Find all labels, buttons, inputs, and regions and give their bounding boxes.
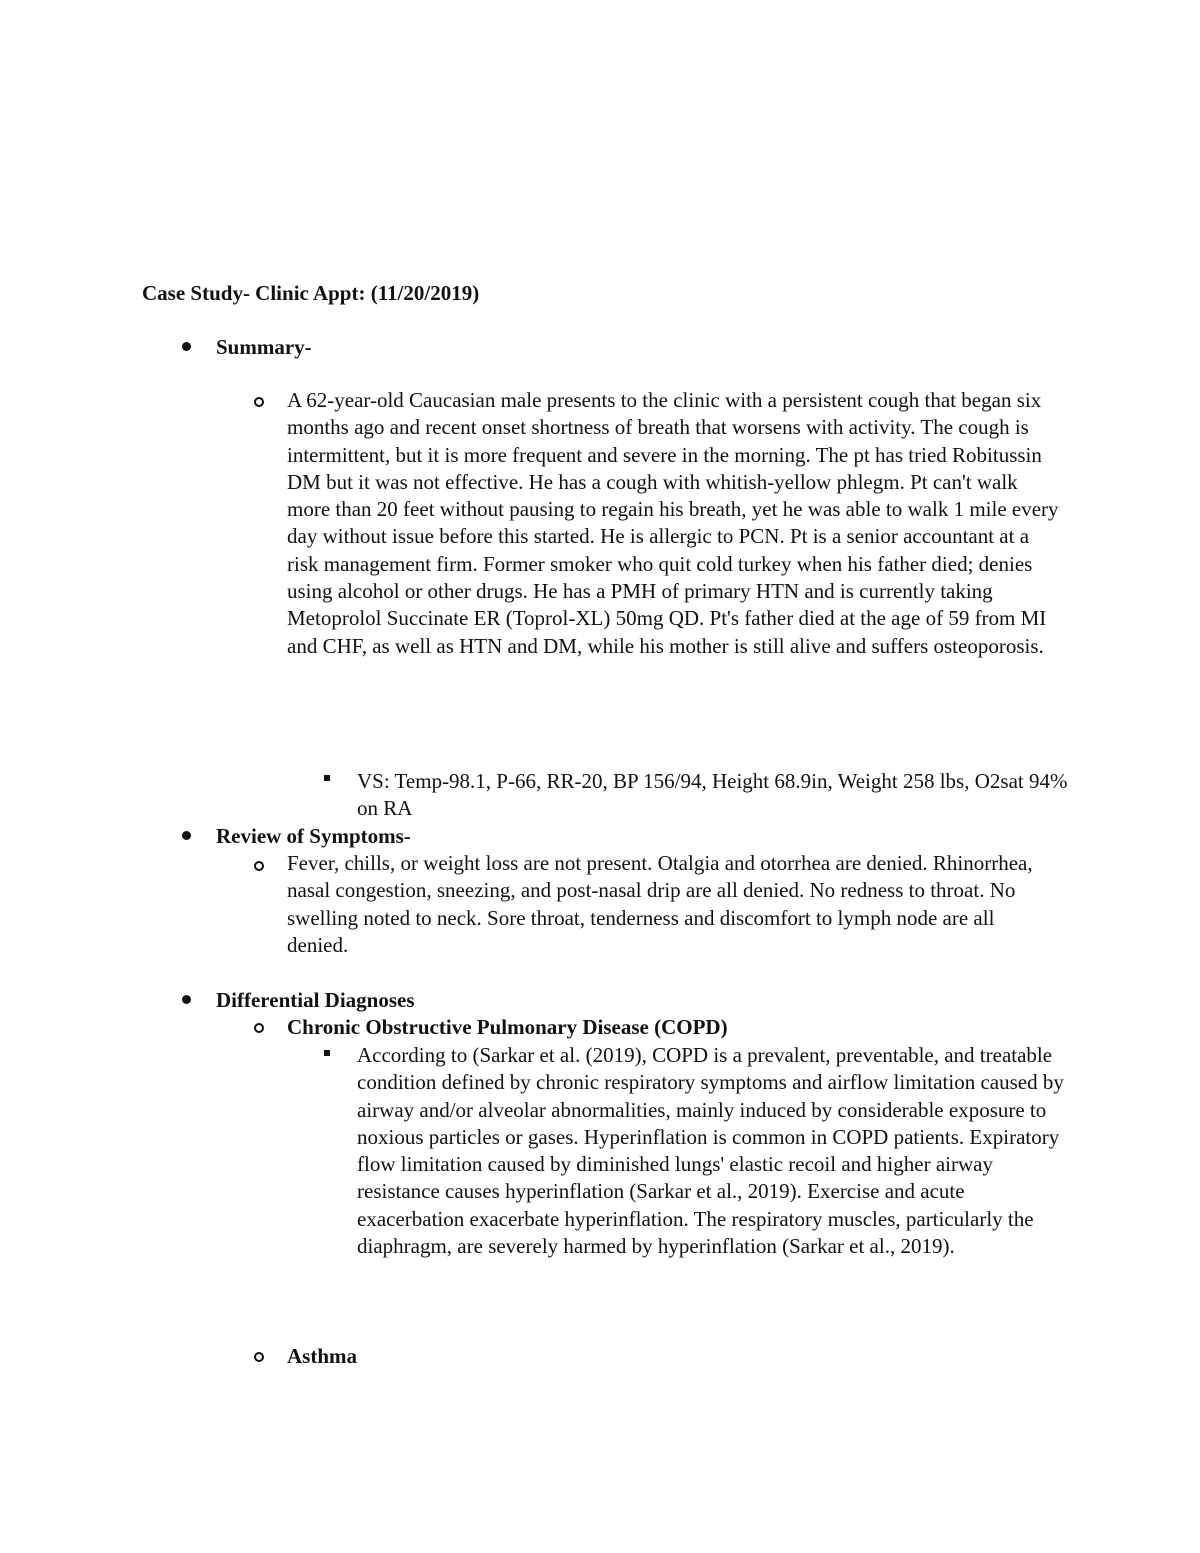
circle-bullet-icon (254, 861, 264, 871)
disc-bullet-icon (182, 995, 191, 1004)
document-title: Case Study- Clinic Appt: (11/20/2019) (142, 281, 480, 305)
circle-bullet-icon (254, 1023, 264, 1033)
square-bullet-icon (324, 1050, 330, 1056)
copd-heading: Chronic Obstructive Pulmonary Disease (COPD) (287, 1015, 728, 1039)
summary-heading: Summary- (216, 335, 312, 359)
square-bullet-icon (324, 775, 330, 781)
disc-bullet-icon (182, 831, 191, 840)
copd-paragraph: According to (Sarkar et al. (2019), COPD is a prevalent, preventable, and treatable condition defined by chronic respiratory symptoms and airflow limitation caused by airway and/or alveolar abnormalities, mainly induced by considerable exposure to noxious particles or gases. Hyperinflation is common in COPD patients. Expiratory flow limitation caused by diminished lungs' elastic recoil and higher airway resistance causes hyperinflation (Sarkar et al., 2019). Exercise and acute exacerbation exacerbate hyperinflation. The respiratory muscles, particularly the diaphragm, are severely harmed by hyperinflation (Sarkar et al., 2019). (357, 1043, 1064, 1259)
differential-heading: Differential Diagnoses (216, 988, 415, 1012)
vitals-text: VS: Temp-98.1, P-66, RR-20, BP 156/94, Height 68.9in, Weight 258 lbs, O2sat 94% on RA (357, 769, 1068, 821)
circle-bullet-icon (254, 1352, 264, 1362)
review-paragraph: Fever, chills, or weight loss are not present. Otalgia and otorrhea are denied. Rhinorrhea, nasal congestion, sneezing, and post-nasal drip are all denied. No redness to throat. No swelling noted to neck. Sore throat, tenderness and discomfort to lymph node are all denied. (287, 851, 1033, 957)
circle-bullet-icon (254, 397, 264, 407)
asthma-heading: Asthma (287, 1344, 358, 1368)
summary-paragraph: A 62-year-old Caucasian male presents to the clinic with a persistent cough that began six months ago and recent onset shortness of breath that worsens with activity. The cough is intermittent, but it is more frequent and severe in the morning. The pt has tried Robitussin DM but it was not effective. He has a cough with whitish-yellow phlegm. Pt can't walk more than 20 feet without pausing to regain his breath, yet he was able to walk 1 mile every day without issue before this started. He is allergic to PCN. Pt is a senior accountant at a risk management firm. Former smoker who quit cold turkey when his father died; denies using alcohol or other drugs. He has a PMH of primary HTN and is currently taking Metoprolol Succinate ER (Toprol-XL) 50mg QD. Pt's father died at the age of 59 from MI and CHF, as well as HTN and DM, while his mother is still alive and suffers osteoporosis. (287, 388, 1059, 658)
disc-bullet-icon (182, 342, 191, 351)
review-heading: Review of Symptoms- (216, 824, 411, 848)
